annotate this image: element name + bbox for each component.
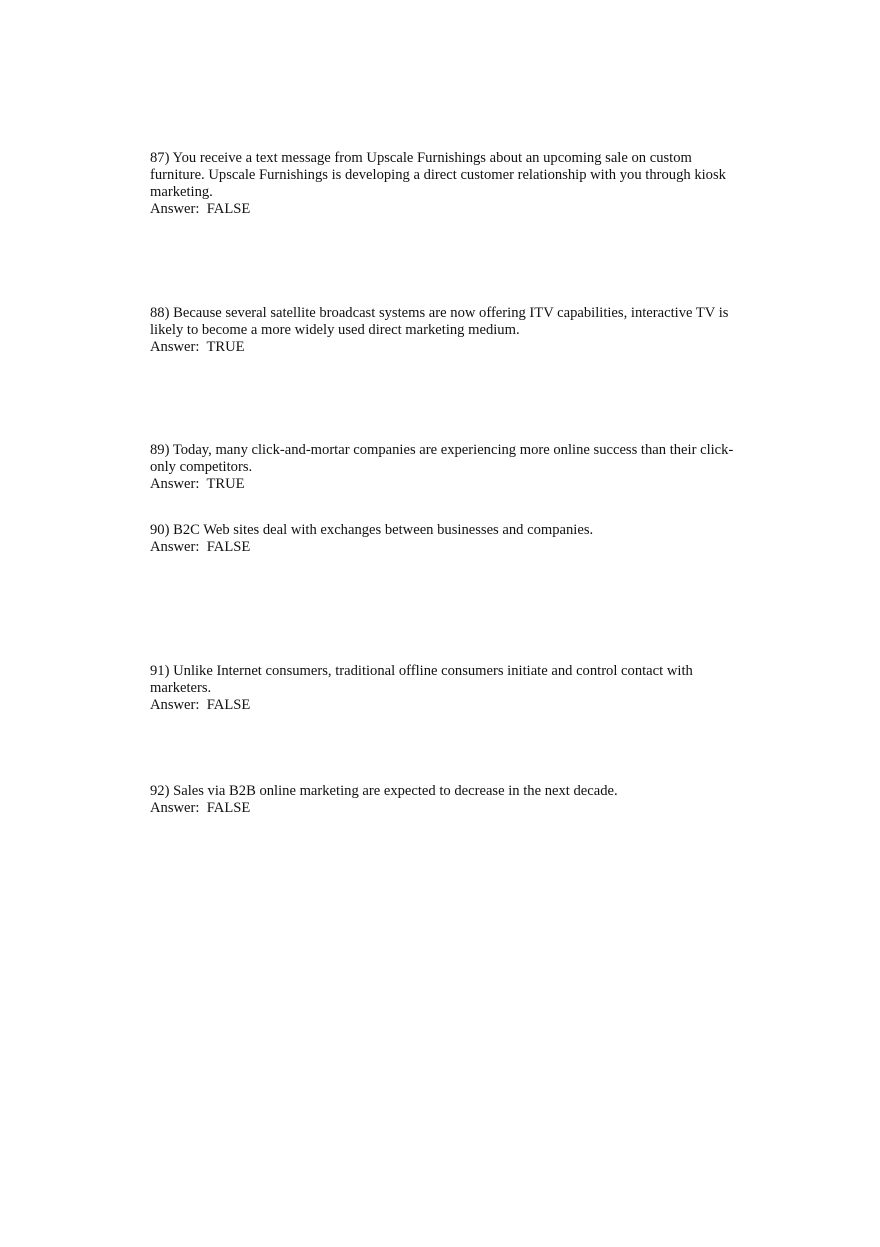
- answer-line: Answer: TRUE: [150, 476, 245, 492]
- answer-line: Answer: FALSE: [150, 201, 251, 217]
- question-text: 92) Sales via B2B online marketing are expected to decrease in the next decade.: [150, 783, 618, 799]
- question-text: 89) Today, many click-and-mortar companies are experiencing more online success than their click-only competitors.: [150, 442, 734, 475]
- answer-line: Answer: TRUE: [150, 339, 245, 355]
- question-89: [150, 442, 740, 493]
- question-91: [150, 663, 740, 714]
- question-87: [150, 150, 740, 218]
- question-90: [150, 522, 740, 556]
- answer-line: Answer: FALSE: [150, 800, 251, 816]
- question-text: 91) Unlike Internet consumers, traditional offline consumers initiate and control contact with marketers.: [150, 663, 693, 696]
- question-text: 88) Because several satellite broadcast systems are now offering ITV capabilities, interactive TV is likely to become a more widely used direct marketing medium.: [150, 305, 729, 338]
- answer-line: Answer: FALSE: [150, 697, 251, 713]
- question-text: 90) B2C Web sites deal with exchanges between businesses and companies.: [150, 522, 594, 538]
- answer-line: Answer: FALSE: [150, 539, 251, 555]
- question-88: [150, 305, 740, 356]
- question-92: [150, 783, 740, 817]
- question-text: 87) You receive a text message from Upscale Furnishings about an upcoming sale on custom furniture. Upscale Furnishings is developing a direct customer relationship with you through kiosk marketing.: [150, 150, 726, 200]
